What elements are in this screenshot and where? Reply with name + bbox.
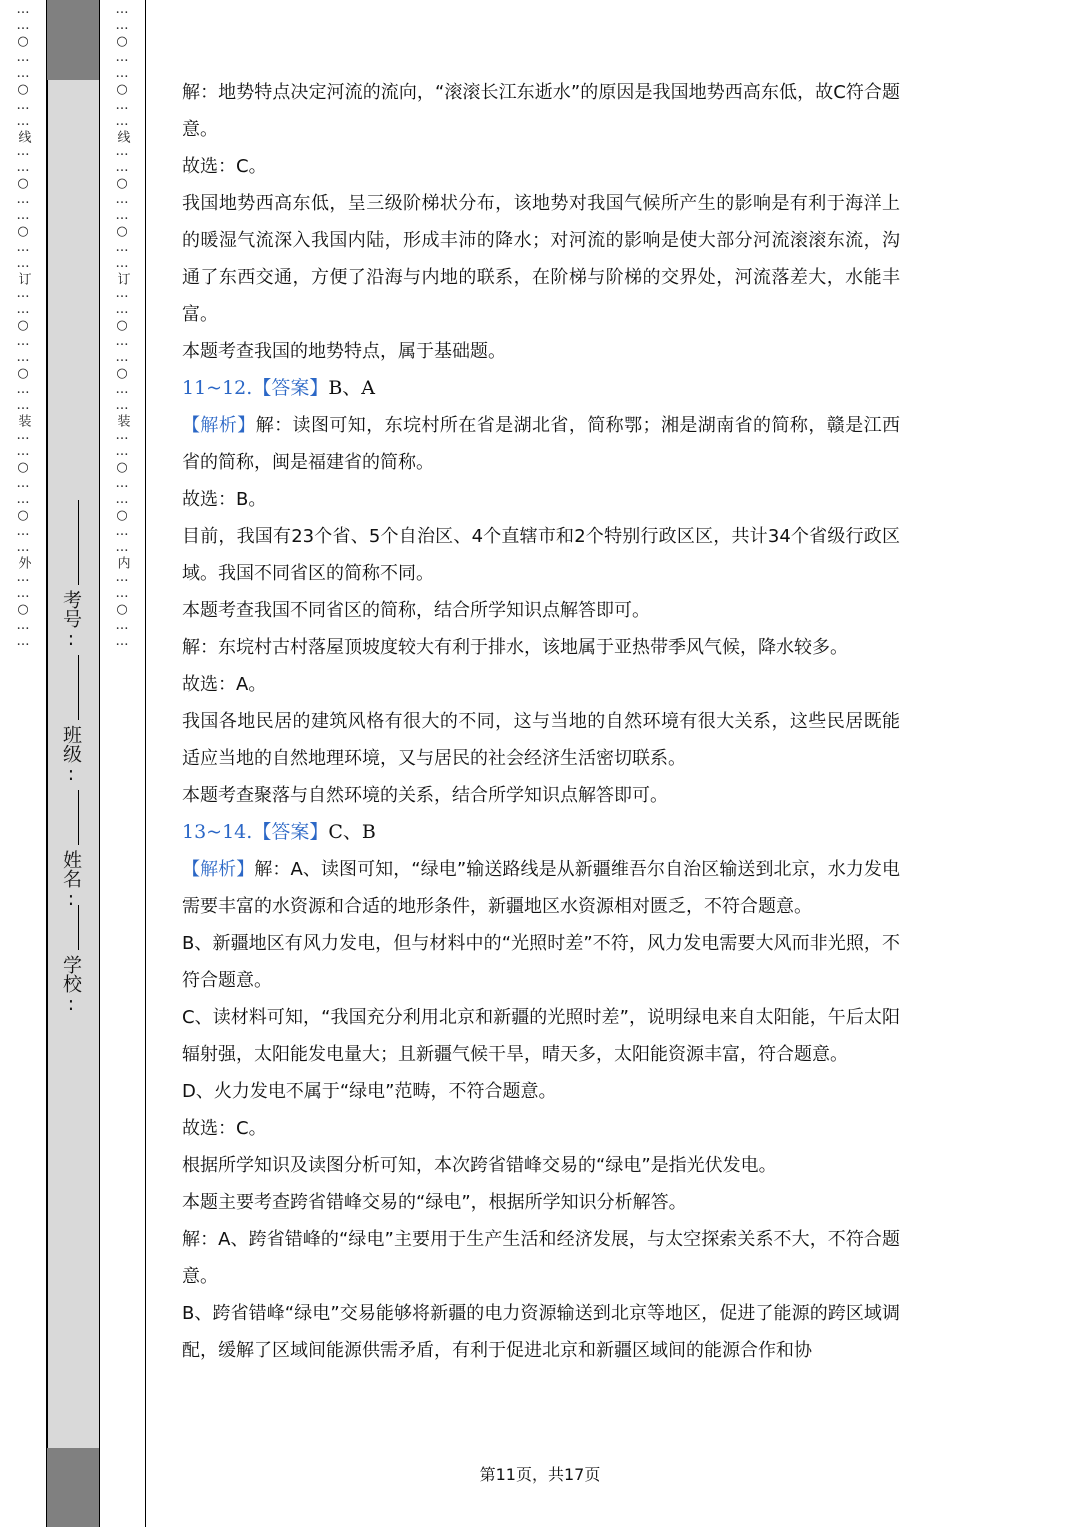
answer-heading-11-12 bbox=[182, 370, 900, 407]
paragraph: B、跨省错峰“绿电”交易能够将新疆的电力资源输送到北京等地区，促进了能源的跨区域调配，缓解了区域间能源供需矛盾，有利于促进北京和新疆区域间的能源合作和协 bbox=[182, 1303, 900, 1361]
paragraph: 本题考查我国不同省区的简称，结合所学知识点解答即可。 bbox=[182, 600, 650, 621]
student-info bbox=[47, 0, 99, 1527]
outer-seal-column bbox=[0, 0, 47, 1527]
name-label: 姓名: bbox=[60, 850, 82, 910]
inner-seal-column bbox=[99, 0, 146, 1527]
paragraph: 我国地势西高东低，呈三级阶梯状分布，该地势对我国气候所产生的影响是有利于海洋上的暖湿气流深入我国内陆，形成丰沛的降水；对河流的影响是使大部分河流滚滚东流，沟通了东西交通，方便了沿海与内地的联系，在阶梯与阶梯的交界处，河流落差大，水能丰富。 bbox=[182, 193, 900, 325]
paragraph: 故选：B。 bbox=[182, 489, 267, 510]
paragraph: D、火力发电不属于“绿电”范畴，不符合题意。 bbox=[182, 1081, 557, 1102]
paragraph: 本题考查我国的地势特点，属于基础题。 bbox=[182, 341, 506, 362]
analysis-paragraph bbox=[182, 407, 900, 481]
analysis-paragraph bbox=[182, 851, 900, 925]
paragraph: B、新疆地区有风力发电，但与材料中的“光照时差”不符，风力发电需要大风而非光照，不符合题意。 bbox=[182, 933, 900, 991]
answer-heading-13-14 bbox=[182, 814, 900, 851]
exam-no-line bbox=[78, 500, 79, 585]
analysis-tag: 【解析】 bbox=[182, 859, 255, 880]
paragraph: 故选：A。 bbox=[182, 674, 267, 695]
paragraph: 故选：C。 bbox=[182, 156, 267, 177]
analysis-text: 解：A、读图可知，“绿电”输送路线是从新疆维吾尔自治区输送到北京，水力发电需要丰富的水资源和合适的地形条件，新疆地区水资源相对匮乏，不符合题意。 bbox=[182, 859, 901, 917]
paragraph: 故选：C。 bbox=[182, 1118, 267, 1139]
paragraph: 本题主要考查跨省错峰交易的“绿电”，根据所学知识分析解答。 bbox=[182, 1192, 687, 1213]
answer-number: 13~14. bbox=[182, 821, 253, 843]
paragraph: 解：地势特点决定河流的流向，“滚滚长江东逝水”的原因是我国地势西高东低，故C符合题意。 bbox=[182, 82, 900, 140]
page-footer: 第11页，共17页 bbox=[479, 1465, 601, 1484]
analysis-tag: 【解析】 bbox=[182, 415, 256, 436]
answer-value: B、A bbox=[328, 377, 376, 399]
answer-tag: 【答案】 bbox=[252, 377, 329, 399]
answer-tag: 【答案】 bbox=[252, 821, 329, 843]
class-label: 班级: bbox=[60, 725, 82, 785]
name-line bbox=[78, 790, 79, 845]
answer-number: 11~12. bbox=[182, 377, 253, 399]
analysis-text: 解：读图可知，东垸村所在省是湖北省，简称鄂；湘是湖南省的简称，赣是江西省的简称，闽是福建省的简称。 bbox=[182, 415, 900, 473]
paragraph: 根据所学知识及读图分析可知，本次跨省错峰交易的“绿电”是指光伏发电。 bbox=[182, 1155, 777, 1176]
paragraph: 解：东垸村古村落屋顶坡度较大有利于排水，该地属于亚热带季风气候，降水较多。 bbox=[182, 637, 848, 658]
paragraph: 本题考查聚落与自然环境的关系，结合所学知识点解答即可。 bbox=[182, 785, 668, 806]
answer-value: C、B bbox=[328, 821, 376, 843]
inner-seal-line: ……○……○……线……○……○……订……○……○……装……○……○……内……○…… bbox=[114, 2, 130, 650]
school-label: 学校: bbox=[60, 955, 82, 1015]
class-line bbox=[78, 655, 79, 720]
school-line bbox=[78, 905, 79, 950]
paragraph: 解：A、跨省错峰的“绿电”主要用于生产生活和经济发展，与太空探索关系不大，不符合题意。 bbox=[182, 1229, 900, 1287]
paragraph: C、读材料可知，“我国充分利用北京和新疆的光照时差”，说明绿电来自太阳能，午后太阳辐射强，太阳能发电量大；且新疆气候干旱，晴天多，太阳能资源丰富，符合题意。 bbox=[182, 1007, 900, 1065]
paragraph: 目前，我国有23个省、5个自治区、4个直辖市和2个特别行政区区，共计34个省级行政区域。我国不同省区的简称不同。 bbox=[182, 526, 900, 584]
binding-margin bbox=[0, 0, 150, 1527]
paragraph: 我国各地民居的建筑风格有很大的不同，这与当地的自然环境有很大关系，这些民居既能适应当地的自然地理环境，又与居民的社会经济生活密切联系。 bbox=[182, 711, 900, 769]
exam-no-label: 考号: bbox=[60, 590, 82, 650]
answer-content bbox=[182, 74, 900, 1369]
outer-seal-line: ……○……○……线……○……○……订……○……○……装……○……○……外……○…… bbox=[15, 2, 31, 650]
